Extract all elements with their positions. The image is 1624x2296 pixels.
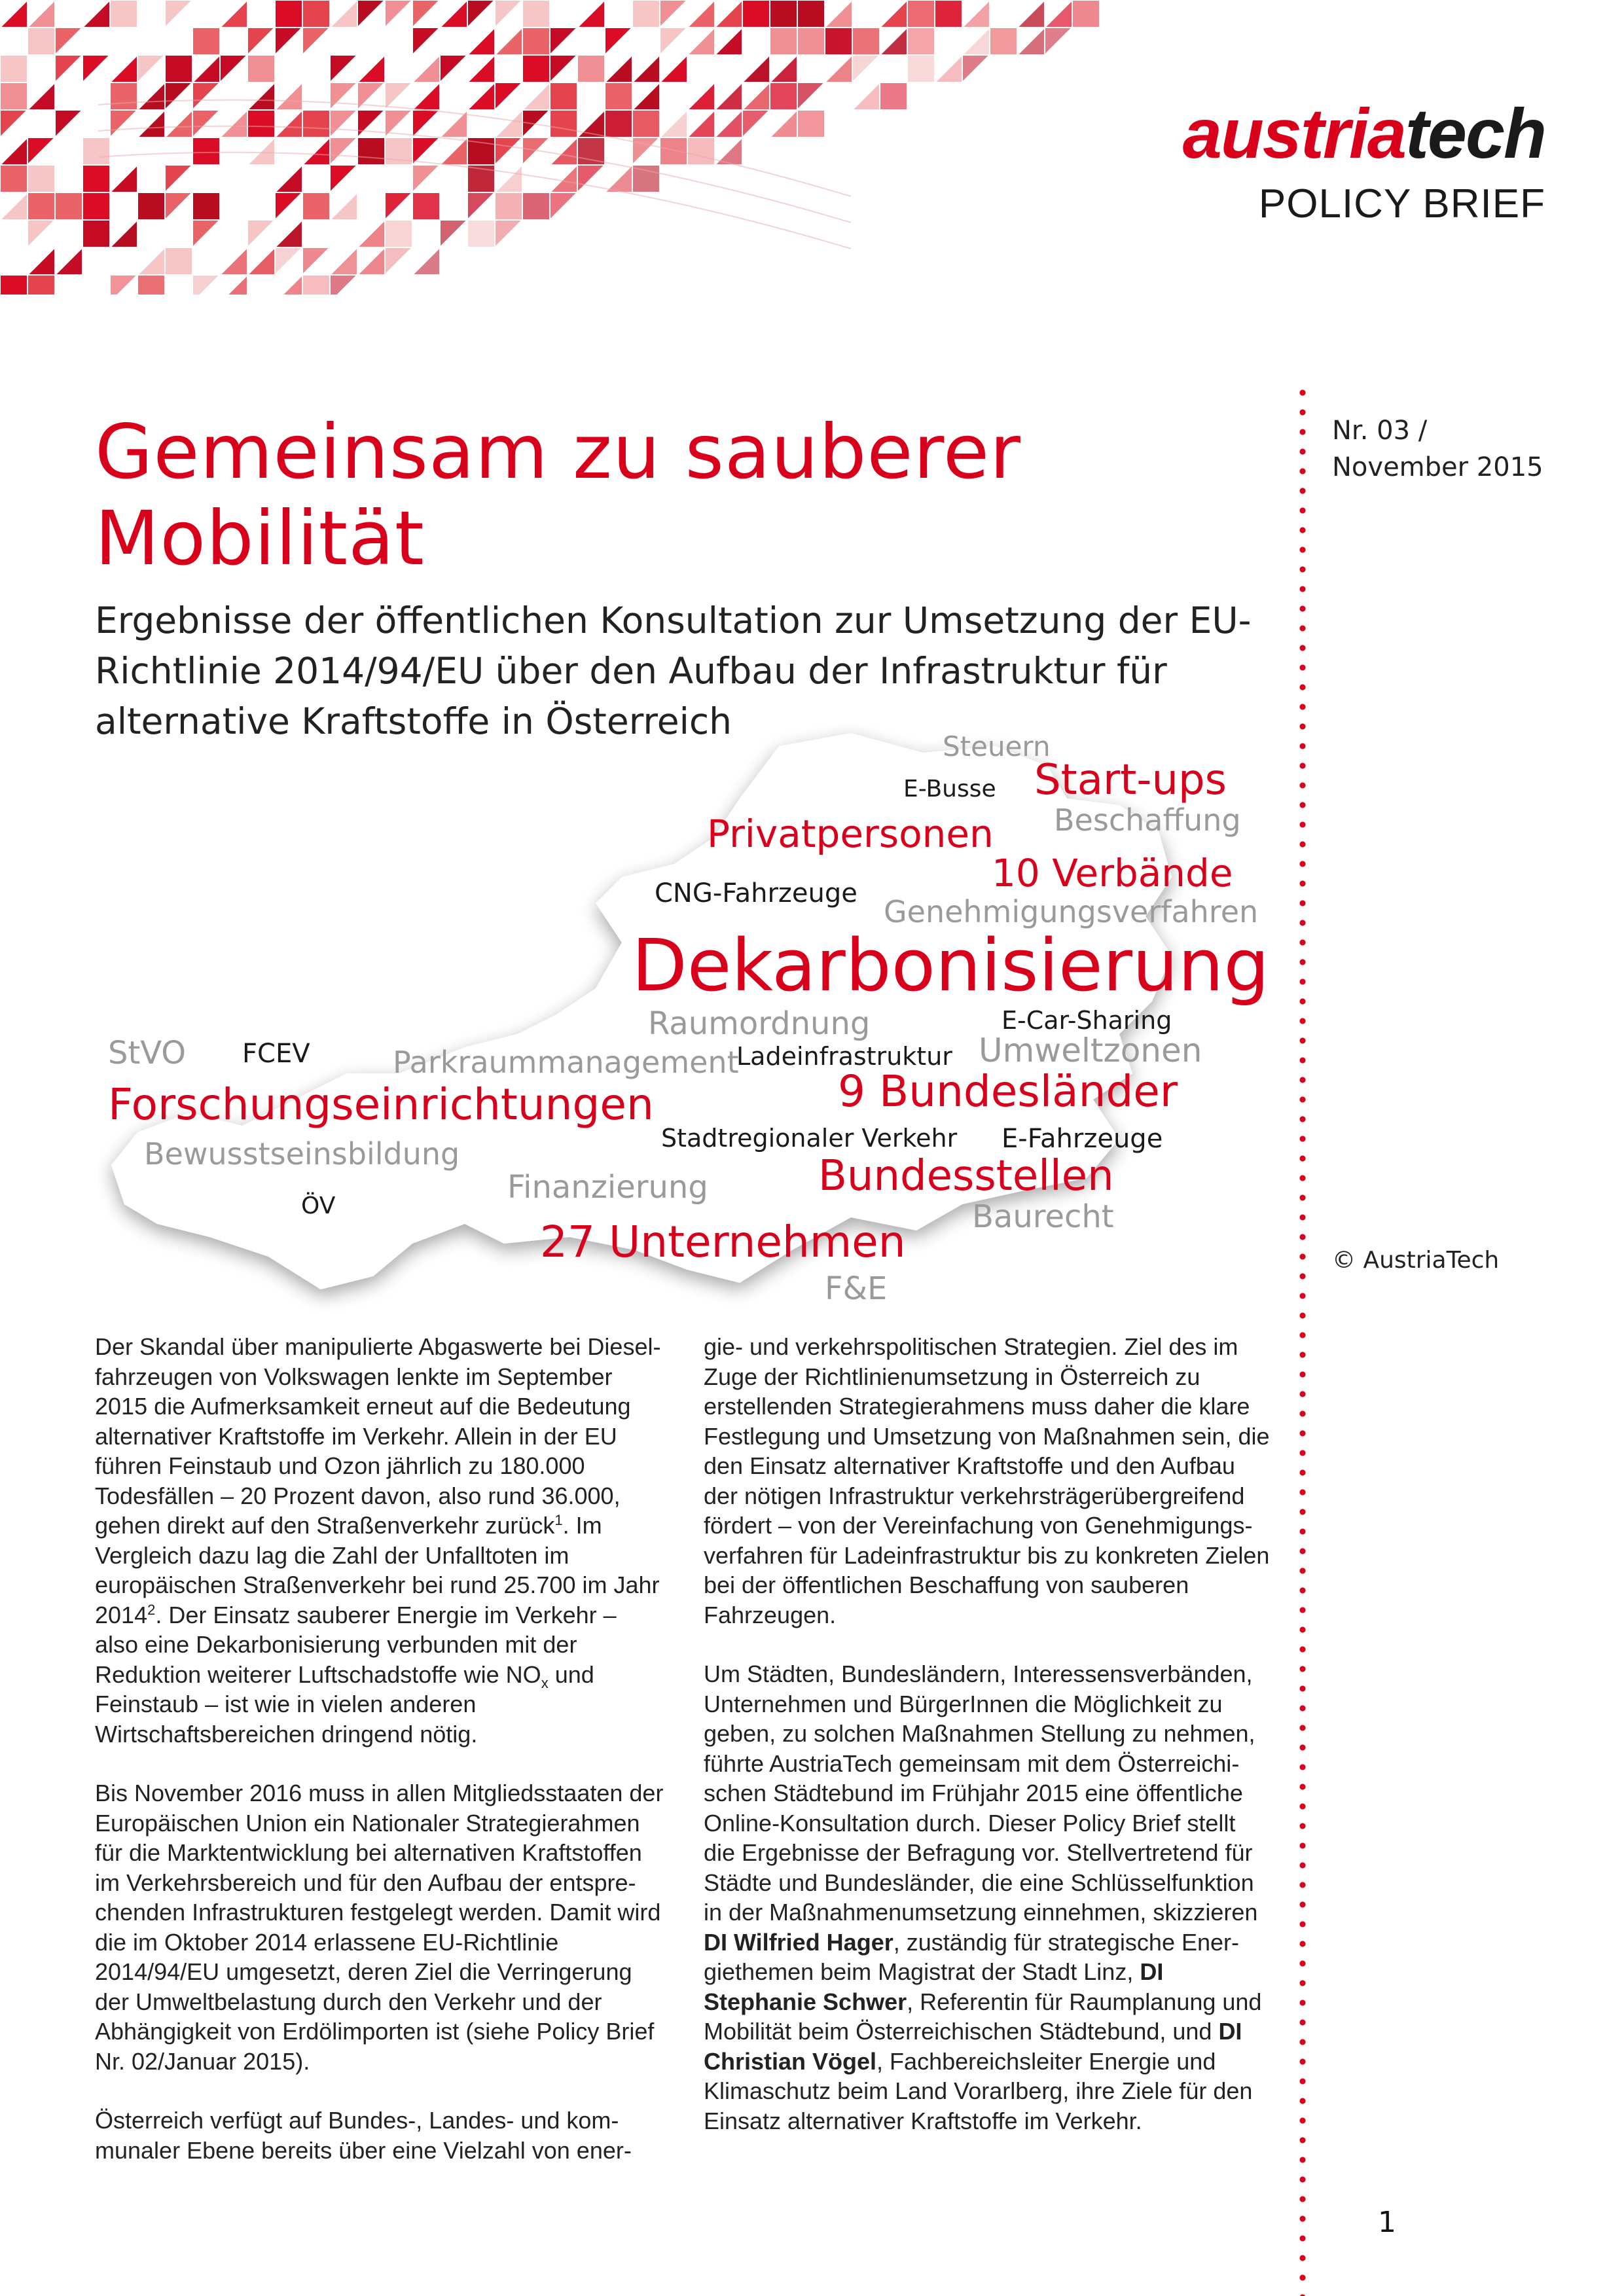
- word-cloud-term: Forschungseinrichtungen: [108, 1079, 654, 1130]
- word-cloud-term: Raumordnung: [648, 1005, 871, 1042]
- page-number: 1: [1378, 2206, 1396, 2239]
- header-mosaic-graphic: [0, 0, 1126, 295]
- word-cloud-term: Stadtregionaler Verkehr: [661, 1124, 958, 1153]
- word-cloud-term: E-Busse: [903, 776, 996, 802]
- footnote-ref: 2: [147, 1601, 156, 1618]
- word-cloud-term: E-Car-Sharing: [1001, 1006, 1172, 1035]
- text-span: , Referentin für Raumplanung und Mobilität beim Österreichischen Städtebund, und: [704, 1988, 1262, 2045]
- text-span: . Im Vergleich dazu lag die Zahl der Unfalltoten im europäischen Straßenverkehr bei rund 25.700 im Jahr 2014: [95, 1512, 660, 1628]
- footnote-ref: 1: [554, 1512, 563, 1528]
- word-cloud-term: Bewusstseinsbildung: [144, 1136, 460, 1172]
- text-span: . Der Einsatz sauberer Energie im Verkehr – also eine Dekarbonisierung verbunden mit der Reduktion weiterer Luftschadstoffe wie NO: [95, 1601, 617, 1688]
- page-title: Gemeinsam zu sauberer Mobilität: [95, 408, 1021, 582]
- word-cloud-term: Steuern: [943, 730, 1051, 762]
- word-cloud-term: 27 Unternehmen: [540, 1217, 906, 1267]
- page-subtitle: Ergebnisse der öffentlichen Konsultation zur Umsetzung der EU-Richtlinie 2014/94/EU über den Aufbau der Infrastruktur für alternative Kraftstoffe in Österreich: [95, 600, 1252, 742]
- word-cloud-term: Parkraummanagement: [393, 1045, 739, 1080]
- word-cloud-term: 10 Verbände: [992, 851, 1233, 895]
- text-span: Um Städten, Bundesländern, Interessensverbänden, Unternehmen und BürgerInnen die Möglichkeit zu geben, zu solchen Maßnahmen Stellung zu nehmen, führte AustriaTech gemeinsam mit dem Österreichischen Städtebund im Frühjahr 2015 eine öffentliche Online-Konsultation durch. Dieser Policy Brief stellt die Ergebnisse der Befragung vor. Stellvertretend für Städte und Bundesländer, die eine Schlüsselfunktion in der Maßnahmenumsetzung einnehmen, skizzieren: [704, 1660, 1258, 1926]
- word-cloud-term: F&E: [825, 1270, 888, 1307]
- word-cloud-term: E-Fahrzeuge: [1001, 1124, 1163, 1154]
- image-copyright: © AustriaTech: [1332, 1247, 1500, 1274]
- issue-date: November 2015: [1332, 452, 1543, 482]
- word-cloud-term: ÖV: [301, 1193, 336, 1219]
- person-name: DI Christian Vögel: [704, 2018, 1242, 2075]
- word-cloud-term: Baurecht: [972, 1198, 1114, 1235]
- logo-word-tech: tech: [1405, 94, 1545, 173]
- austria-word-cloud-map: [98, 707, 1290, 1335]
- word-cloud-term: StVO: [108, 1035, 187, 1071]
- word-cloud-term: Privatpersonen: [707, 812, 994, 856]
- body-paragraph: Österreich verfügt auf Bundes-, Landes- und kommunaler Ebene bereits über eine Vielzahl von ener-: [95, 2107, 632, 2164]
- subscript-x: x: [541, 1674, 549, 1691]
- logo-word-austria: austria: [1182, 94, 1405, 173]
- body-paragraph: [95, 1332, 664, 1749]
- word-cloud-term: Dekarbonisierung: [632, 924, 1270, 1007]
- word-cloud-term: Beschaffung: [1054, 802, 1241, 838]
- word-cloud-term: Bundesstellen: [818, 1152, 1114, 1200]
- body-column-right: [704, 1332, 1273, 2165]
- word-cloud-term: CNG-Fahrzeuge: [655, 878, 857, 908]
- text-span: Der Skandal über manipulierte Abgaswerte bei Dieselfahrzeugen von Volkswagen lenkte im September 2015 die Aufmerksamkeit erneut auf die Bedeutung alternativer Kraftstoffe im Verkehr. Allein in der EU führen Feinstaub und Ozon jährlich zu 180.000 Todesfällen – 20 Prozent davon, also rund 36.000, gehen direkt auf den Straßenverkehr zurück: [95, 1333, 661, 1539]
- text-span: , zuständig für strategische Energiethemen beim Magistrat der Stadt Linz,: [704, 1928, 1240, 1985]
- word-cloud-term: Umweltzonen: [979, 1031, 1202, 1069]
- person-name: DI Wilfried Hager: [704, 1928, 893, 1956]
- word-cloud-term: Finanzierung: [507, 1169, 708, 1206]
- word-cloud-term: Ladeinfrastruktur: [736, 1042, 952, 1071]
- text-span: , Fachbereichsleiter Energie und Klimaschutz beim Land Vorarlberg, ihre Ziele für den Einsatz alternativer Kraftstoffe im Verkehr.: [704, 2047, 1253, 2134]
- body-paragraph: Bis November 2016 muss in allen Mitgliedsstaaten der Europäischen Union ein Nationaler Strategierahmen für die Marktentwicklung bei alternativen Kraftstoffen im Verkehrsbereich und für den Aufbau der entsprechenden Infrastrukturen festgelegt werden. Damit wird die im Oktober 2014 erlassene EU-Richtlinie 2014/94/EU umgesetzt, deren Ziel die Verringerung der Umweltbelastung durch den Verkehr und der Abhängigkeit von Erdölimporten ist (siehe Policy Brief Nr. 02/Januar 2015).: [95, 1780, 664, 2075]
- issue-info: [1332, 412, 1543, 486]
- body-column-left: [95, 1332, 664, 2195]
- policy-brief-label: POLICY BRIEF: [1258, 181, 1545, 226]
- word-cloud-term: Start-ups: [1034, 756, 1227, 804]
- issue-number: Nr. 03 /: [1332, 416, 1428, 446]
- person-name: DI Stephanie Schwer: [704, 1958, 1164, 2015]
- body-paragraph: gie- und verkehrspolitischen Strategien. Ziel des im Zuge der Richtlinienumsetzung in Österreich zu erstellenden Strategierahmens muss daher die klare Festlegung und Umsetzung von Maßnahmen sein, die den Einsatz alternativer Kraftstoffe und den Aufbau der nötigen Infrastruktur verkehrsträgerübergreifend fördert – von der Vereinfachung von Genehmigungsverfahren für Ladeinfrastruktur bis zu konkreten Zielen bei der öffentlichen Beschaffung von sauberen Fahrzeugen.: [704, 1333, 1270, 1628]
- word-cloud-term: 9 Bundesländer: [838, 1066, 1178, 1117]
- austriatech-logo: [1182, 94, 1545, 227]
- text-span: und Feinstaub – ist wie in vielen anderen Wirtschaftsbereichen dringend nötig.: [95, 1660, 594, 1748]
- word-cloud-term: Genehmigungsverfahren: [884, 894, 1259, 929]
- word-cloud-term: FCEV: [242, 1039, 310, 1069]
- dotted-divider: [1299, 383, 1306, 2296]
- body-paragraph: [704, 1659, 1273, 2136]
